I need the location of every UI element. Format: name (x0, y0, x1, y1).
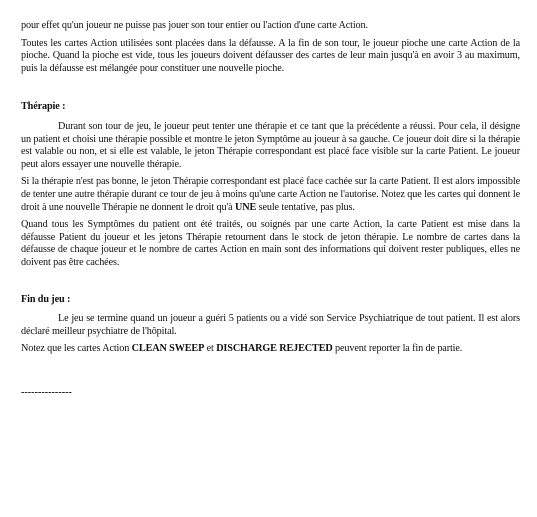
fin-p2-card-name-1: CLEAN SWEEP (131, 343, 205, 355)
therapie-paragraph-2 (21, 176, 520, 214)
therapie-paragraph-1: Durant son tour de jeu, le joueur peut tenter une thérapie et ce tant que la précédente a réussi. Pour cela, il désigne un patient et choisi une thérapie possible et montre le jeton Symptôme au joueur à sa gauche. Ce joueur doit dire si la thérapie est valable ou non, et si elle est valable, le jeton Thérapie correspondant est placé face visible sur la carte Patient. Le joueur peut alors essayer une nouvelle thérapie. (21, 120, 520, 170)
document-page (21, 20, 520, 399)
therapie-heading: Thérapie : (21, 101, 66, 113)
therapie-paragraph-3: Quand tous les Symptômes du patient ont été traités, ou soignés par une carte Action, la carte Patient est mise dans la défausse Patient du joueur et les jetons Thérapie retournent dans le stock de jeton thérapie. Le nombre de cartes dans la défausse de chaque joueur et le nombre de cartes Action en main sont des informations qui doivent rester publiques, elles ne doivent pas être cachées. (21, 219, 520, 268)
fin-paragraph-2 (21, 343, 520, 356)
therapie-p2-emphasis: UNE (235, 201, 257, 213)
therapie-p2-text-end: seule tentative, pas plus. (256, 201, 355, 213)
fin-p2-card-name-2: DISCHARGE REJECTED (216, 343, 333, 355)
therapie-p2-text-start: Si la thérapie n'est pas bonne, le jeton Thérapie correspondant est placé face cachée sur la carte Patient. Il est alors impossible de tenter une autre thérapie durant ce tour de jeu à moins qu'une carte Action ne l'autorise. Notez que les cartes qui donnent le droit à une nouvelle Thérapie ne donnent le droit qu'à (21, 176, 520, 213)
section-separator: --------------- (21, 386, 72, 398)
intro-paragraph-2: Toutes les cartes Action utilisées sont placées dans la défausse. A la fin de son tour, le joueur pioche une carte Action de la pioche. Quand la pioche est vide, tous les joueurs doivent défausser des cartes de leur main jusqu'à en avoir 3 au maximum, puis la défausse est mélangée pour constituer une nouvelle pioche. (21, 37, 520, 74)
fin-heading: Fin du jeu : (21, 293, 71, 305)
intro-paragraph-1: pour effet qu'un joueur ne puisse pas jouer son tour entier ou l'action d'une carte Action. (21, 20, 368, 31)
fin-p2-text-end: peuvent reporter la fin de partie. (332, 343, 463, 355)
spacer (21, 80, 520, 101)
spacer (21, 275, 520, 294)
spacer (21, 361, 520, 387)
fin-p2-text-mid: et (204, 343, 217, 355)
fin-paragraph-1: Le jeu se termine quand un joueur a guéri 5 patients ou a vidé son Service Psychiatrique de tout patient. Il est alors déclaré meilleur psychiatre de l'hôpital. (21, 313, 520, 337)
fin-p2-text-start: Notez que les cartes Action (21, 343, 132, 355)
